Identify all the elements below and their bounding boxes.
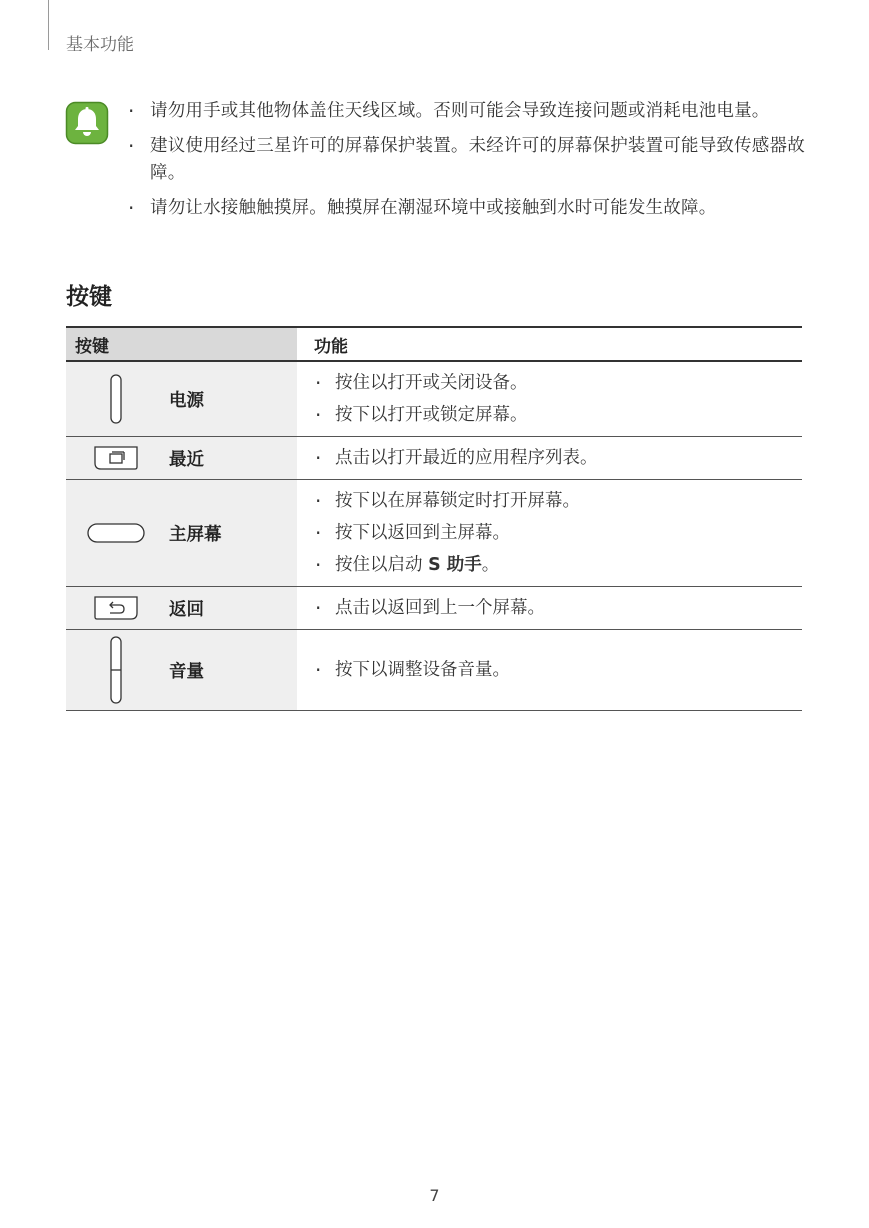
- home-key-icon: [86, 522, 146, 544]
- key-name-recent: 最近: [169, 449, 204, 470]
- function-item: · 点击以返回到上一个屏幕。: [315, 592, 801, 624]
- recent-apps-key-icon: [93, 445, 139, 471]
- table-row: [66, 630, 802, 711]
- function-item: · 按住以打开或关闭设备。: [315, 367, 801, 399]
- back-key-icon: [93, 595, 139, 621]
- notice-item: · 请勿让水接触触摸屏。触摸屏在潮湿环境中或接触到水时可能发生故障。: [128, 195, 808, 222]
- power-key-icon: [109, 374, 123, 424]
- key-name-volume: 音量: [169, 661, 204, 682]
- header-title: 基本功能: [66, 35, 134, 55]
- header-function: 功能: [297, 327, 802, 361]
- function-item: · 点击以打开最近的应用程序列表。: [315, 442, 801, 474]
- header-key: 按键: [66, 327, 297, 361]
- notice-item: · 建议使用经过三星许可的屏幕保护装置。未经许可的屏幕保护装置可能导致传感器故障。: [128, 133, 808, 187]
- bell-notice-icon: [65, 101, 109, 145]
- notice-item: · 请勿用手或其他物体盖住天线区域。否则可能会导致连接问题或消耗电池电量。: [128, 98, 808, 125]
- section-title: 按键: [66, 284, 112, 310]
- function-item: · 按下以返回到主屏幕。: [315, 517, 801, 549]
- table-row: [66, 437, 802, 480]
- notice-list: [128, 98, 808, 230]
- key-name-power: 电源: [169, 390, 204, 411]
- page-number: 7: [429, 1186, 440, 1205]
- key-name-back: 返回: [169, 599, 204, 620]
- s-voice-name: S 助手: [428, 555, 482, 575]
- keys-table: [66, 326, 802, 711]
- table-row: [66, 361, 802, 437]
- function-item: · 按住以启动 S 助手。: [315, 549, 801, 581]
- header-divider: [48, 0, 49, 50]
- volume-key-icon: [109, 636, 123, 704]
- function-item: · 按下以调整设备音量。: [315, 654, 801, 686]
- function-item: · 按下以在屏幕锁定时打开屏幕。: [315, 485, 801, 517]
- table-row: [66, 480, 802, 587]
- key-name-home: 主屏幕: [169, 524, 222, 545]
- table-row: [66, 587, 802, 630]
- function-item: · 按下以打开或锁定屏幕。: [315, 399, 801, 431]
